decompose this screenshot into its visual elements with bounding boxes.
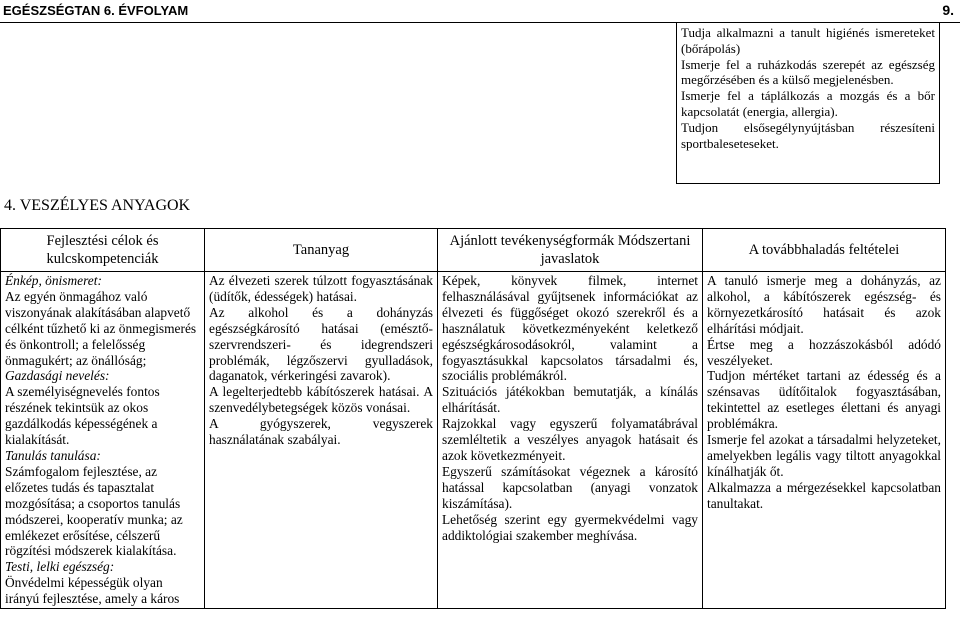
section-title: 4. VESZÉLYES ANYAGOK — [4, 197, 191, 214]
activity-item: Lehetőség szerint egy gyermekvédelmi vagy addiktológiai szakember meghívása. — [442, 511, 698, 543]
curriculum-item: Az alkohol és a dohányzás egészségkárosító hatásai (emésztő-szervrendszeri- és idegrendszeri problémák, légzőszervi gyulladások, daganatok, vérkeringési zavarok). — [209, 304, 433, 384]
progress-conditions-cell — [703, 272, 946, 609]
condition-item: Alkalmazza a mérgezésekkel kapcsolatban tanultakat. — [707, 479, 941, 511]
activity-item: Képek, könyvek filmek, internet felhasználásával gyűjtsenek információkat az élvezeti és függőséget okozó szerekről és a használatuk következményeként keletkező egészségkárosodásokról, valamint a fogyasztásukkal kapcsolatos társadalmi és, szociális problémákról. — [442, 273, 698, 384]
table-header-row — [1, 229, 946, 272]
competency-heading: Gazdasági nevelés: — [5, 368, 110, 384]
curriculum-table — [0, 228, 946, 609]
curriculum-item: Az élvezeti szerek túlzott fogyasztásának (üdítők, édességek) hatásai. — [209, 273, 433, 304]
condition-item: Ismerje fel azokat a társadalmi helyzeteket, amelyekben legális vagy tiltott anyagokkal kínálhatják őt. — [707, 432, 941, 479]
requirement-item: Ismerje fel a táplálkozás a mozgás és a bőr kapcsolatát (energia, allergia). — [681, 88, 935, 119]
competency-text: A személyiségnevelés fontos részének tekintsük az okos gazdálkodás képességének a kialakítását. — [5, 384, 160, 448]
header-development-goals: Fejlesztési célok és kulcskompetenciák — [1, 229, 205, 272]
requirement-item: Tudjon elsősegélynyújtásban részesíteni sportbaleseteseket. — [681, 119, 935, 151]
previous-requirements-cell — [676, 22, 940, 184]
header-activities: Ajánlott tevékenységformák Módszertani javaslatok — [438, 229, 703, 272]
development-goals-cell — [1, 272, 205, 609]
requirement-item: Ismerje fel a ruházkodás szerepét az egészség megőrzésében és a külső megjelenésben. — [681, 56, 935, 88]
page-header-title: EGÉSZSÉGTAN 6. ÉVFOLYAM — [3, 3, 189, 18]
competency-text: Az egyén önmagához való viszonyának alakításában alapvető célként tűzhető ki az önmegismerés és önkontroll; a felelősség önmagukért; az önállóság; — [5, 288, 197, 368]
competency-heading: Tanulás tanulása: — [5, 447, 101, 463]
activities-cell — [438, 272, 703, 609]
curriculum-cell — [205, 272, 438, 609]
activity-item: Rajzokkal vagy egyszerű folyamatábrával szemléltetik a veszélyes anyagok hatásait és azok következményeit. — [442, 416, 698, 463]
condition-item: Tudjon mértéket tartani az édesség és a szénsavas üdítőitalok fogyasztásában, tekintettel az esetleges élettani és anyagi problémákra. — [707, 368, 941, 432]
competency-heading: Testi, lelki egészség: — [5, 559, 115, 575]
competency-text: Önvédelmi képességük olyan irányú fejlesztése, amely a káros — [5, 575, 180, 607]
curriculum-item: A gyógyszerek, vegyszerek használatának szabályai. — [209, 416, 433, 448]
header-progress-conditions: A továbbhaladás feltételei — [703, 229, 946, 272]
activity-item: Szituációs játékokban bemutatják, a kínálás elhárítását. — [442, 384, 698, 416]
competency-text: Számfogalom fejlesztése, az előzetes tudás és tapasztalat mozgósítása; a csoportos tanulás módszerei, kooperatív munka; az emlékezet erősítése, célszerű rögzítési módszerek kialakítása. — [5, 463, 183, 559]
table-row — [1, 272, 946, 609]
requirement-item: Tudja alkalmazni a tanult higiénés ismereteket (bőrápolás) — [681, 25, 935, 56]
condition-item: A tanuló ismerje meg a dohányzás, az alkohol, a kábítószerek egészség- és környezetkárosító hatásait és azok elhárítási módjait. — [707, 273, 941, 336]
condition-item: Értse meg a hozzászokásból adódó veszélyeket. — [707, 336, 941, 368]
curriculum-item: A legelterjedtebb kábítószerek hatásai. A szenvedélybetegségek közös vonásai. — [209, 384, 433, 416]
activity-item: Egyszerű számításokat végeznek a károsító hatással kapcsolatban (anyagi vonzatok kiszámítása). — [442, 463, 698, 511]
header-curriculum: Tananyag — [205, 229, 438, 272]
competency-heading: Énkép, önismeret: — [5, 273, 102, 288]
page-number: 9. — [942, 2, 954, 18]
page-header — [0, 0, 960, 23]
